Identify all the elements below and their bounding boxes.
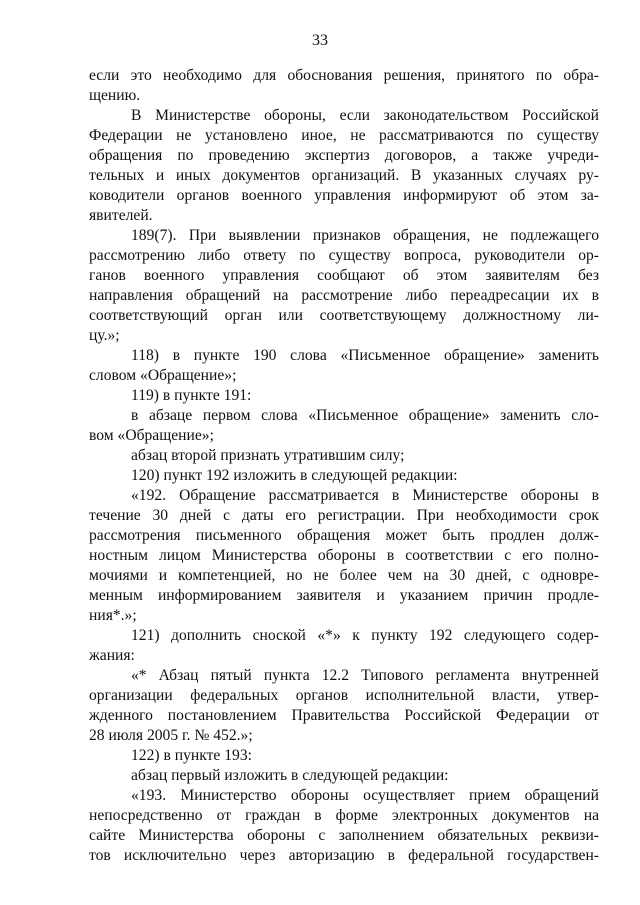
text-line: тов исключительно через авторизацию в федеральной государствен-	[89, 847, 599, 864]
text-line: 28 июля 2005 г. № 452.»;	[89, 727, 253, 744]
text-line: «* Абзац пятый пункта 12.2 Типового регламента внутренней	[131, 667, 599, 684]
document-body	[89, 66, 599, 866]
text-line: ния*.»;	[89, 607, 137, 624]
text-line: 189(7). При выявлении признаков обращения, не подлежащего	[131, 227, 599, 244]
text-line: мочиями и компетенцией, но не более чем на 30 дней, с одновре-	[89, 567, 599, 584]
text-line: течение 30 дней с даты его регистрации. При необходимости срок	[89, 507, 599, 524]
text-line: 119) в пункте 191:	[131, 387, 252, 404]
text-line: менным информированием заявителя и указанием причин продле-	[89, 587, 599, 604]
text-line: непосредственно от граждан в форме электронных документов на	[89, 807, 599, 824]
text-line: 118) в пункте 190 слова «Письменное обращение» заменить	[131, 347, 599, 364]
text-line: цу.»;	[89, 327, 120, 344]
text-line: словом «Обращение»;	[89, 367, 237, 384]
text-line: ководители органов военного управления информируют об этом за-	[89, 187, 599, 204]
text-line: 122) в пункте 193:	[131, 747, 252, 764]
text-line: «193. Министерство обороны осуществляет прием обращений	[131, 787, 599, 804]
text-line: направления обращений на рассмотрение либо переадресации их в	[89, 287, 599, 304]
text-line: соответствующий орган или соответствующему должностному ли-	[89, 307, 599, 324]
text-line: щению.	[89, 87, 141, 104]
text-line: «192. Обращение рассматривается в Министерстве обороны в	[131, 487, 599, 504]
text-line: Федерации не установлено иное, не рассматриваются по существу	[89, 127, 599, 144]
text-line: вом «Обращение»;	[89, 427, 214, 444]
text-line: абзац первый изложить в следующей редакции:	[131, 767, 449, 784]
text-line: в абзаце первом слова «Письменное обращение» заменить сло-	[131, 407, 599, 424]
text-line: 120) пункт 192 изложить в следующей редакции:	[131, 467, 458, 484]
page-number: 33	[312, 32, 328, 49]
text-line: обращения по проведению экспертиз договоров, а также учреди-	[89, 147, 599, 164]
text-line: жания:	[89, 647, 135, 664]
text-line: ностным лицом Министерства обороны в соответствии с его полно-	[89, 547, 599, 564]
text-line: тельных и иных документов организаций. В указанных случаях ру-	[89, 167, 599, 184]
text-line: ганов военного управления сообщают об этом заявителям без	[89, 267, 599, 284]
text-line: сайте Министерства обороны с заполнением обязательных реквизи-	[89, 827, 599, 844]
text-line: явителей.	[89, 207, 153, 224]
text-line: рассмотрения письменного обращения может быть продлен долж-	[89, 527, 599, 544]
text-line: В Министерстве обороны, если законодательством Российской	[131, 107, 599, 124]
text-line: организации федеральных органов исполнительной власти, утвер-	[89, 687, 599, 704]
text-line: если это необходимо для обоснования решения, принятого по обра-	[89, 67, 599, 84]
text-line: абзац второй признать утратившим силу;	[131, 447, 405, 464]
text-line: рассмотрению либо ответу по существу вопроса, руководители ор-	[89, 247, 599, 264]
text-line: 121) дополнить сноской «*» к пункту 192 следующего содер-	[131, 627, 599, 644]
text-line: жденного постановлением Правительства Российской Федерации от	[89, 707, 599, 724]
